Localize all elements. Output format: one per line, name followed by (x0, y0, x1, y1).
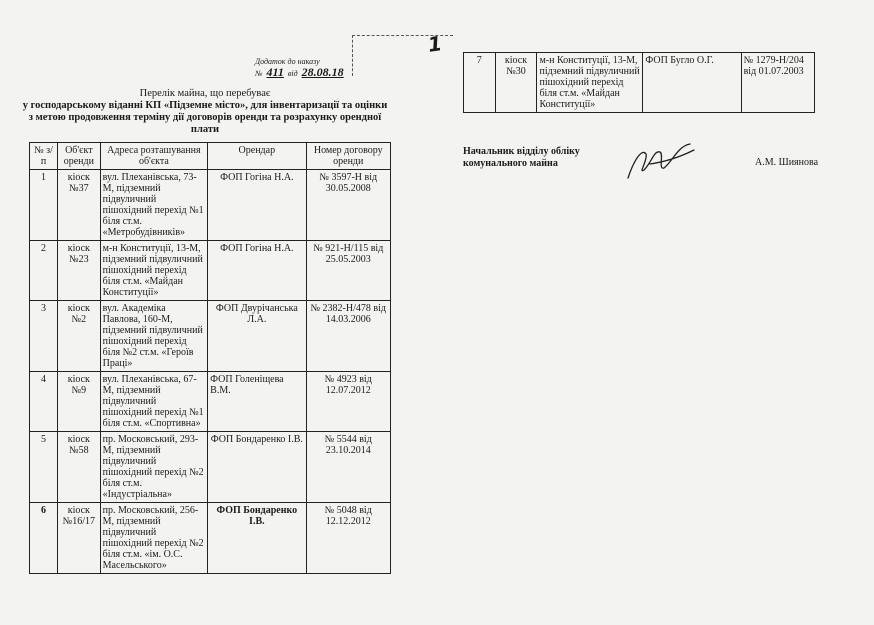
cell-contract: № 4923 від 12.07.2012 (306, 372, 391, 432)
cell-num: 7 (464, 53, 496, 113)
document-title (20, 88, 390, 136)
cell-contract: № 2382-Н/478 від 14.03.2006 (306, 301, 391, 372)
handwritten-signature (620, 140, 700, 185)
cell-contract: № 5544 від 23.10.2014 (306, 432, 391, 503)
cell-tenant: ФОП Двурічанська Л.А. (208, 301, 306, 372)
cell-num: 1 (30, 170, 58, 241)
cell-num: 4 (30, 372, 58, 432)
header-num: № з/п (30, 143, 58, 170)
cell-address: пр. Московський, 293-М, підземний підвуличний пішохідний перехід №2 біля ст.м. «Індустріальна» (100, 432, 208, 503)
cell-object: кіоск №37 (58, 170, 101, 241)
appendix-label: Додаток до наказу (255, 57, 320, 66)
cell-address: м-н Конституції, 13-М, підземний підвуличний пішохідний перехід біля ст.м. «Майдан Конституції» (100, 241, 208, 301)
header-address: Адреса розташування об'єкта (100, 143, 208, 170)
cell-num: 3 (30, 301, 58, 372)
cell-contract: № 921-Н/115 від 25.05.2003 (306, 241, 391, 301)
appendix-date: 28.08.18 (301, 65, 344, 79)
cell-address: пр. Московський, 256-М, підземний підвуличний пішохідний перехід №2 біля ст.м. «ім. О.С. Масельського» (100, 503, 208, 574)
header-tenant: Орендар (208, 143, 306, 170)
table-row (30, 432, 391, 503)
cell-contract: № 1279-Н/204 від 01.07.2003 (741, 53, 814, 113)
cell-object: кіоск №23 (58, 241, 101, 301)
property-table-continued (463, 52, 815, 113)
cell-address: вул. Плеханівська, 67-М, підземний підвуличний пішохідний перехід №1 біля ст.м. «Спортивна» (100, 372, 208, 432)
cell-object: кіоск №30 (495, 53, 537, 113)
signatory-name: А.М. Шиянова (755, 157, 819, 168)
header-contract: Номер договору оренди (306, 143, 391, 170)
table-row (30, 503, 391, 574)
position-line-2: комунального майна (463, 158, 558, 169)
table-row (30, 372, 391, 432)
table-header-row (30, 143, 391, 170)
cell-object: кіоск №2 (58, 301, 101, 372)
appendix-number-prefix: № (255, 69, 263, 78)
appendix-header (255, 57, 385, 79)
cell-tenant: ФОП Бондаренко І.В. (208, 432, 306, 503)
table-row (30, 170, 391, 241)
cell-contract: № 5048 від 12.12.2012 (306, 503, 391, 574)
cell-tenant: ФОП Бондаренко І.В. (208, 503, 306, 574)
cell-num: 2 (30, 241, 58, 301)
appendix-number: 411 (266, 65, 284, 79)
cell-tenant: ФОП Голенiщева В.М. (208, 372, 306, 432)
cell-tenant: ФОП Гогіна Н.А. (208, 170, 306, 241)
cell-object: кіоск №16/17 (58, 503, 101, 574)
table-row (464, 53, 815, 113)
header-object: Об'єкт оренди (58, 143, 101, 170)
title-line-3: з метою продовження терміну дії договорів оренди та розрахунку орендної плати (28, 112, 382, 135)
cell-address: м-н Конституції, 13-М, підземний підвуличний пішохідний перехід біля ст.м. «Майдан Конституції» (537, 53, 643, 113)
cell-num: 6 (30, 503, 58, 574)
cell-tenant: ФОП Гогіна Н.А. (208, 241, 306, 301)
appendix-date-prefix: від (287, 69, 298, 78)
property-table (29, 142, 391, 574)
cell-address: вул. Академіка Павлова, 160-М, підземний підвуличний пішохідний перехід біля №2 ст.м. «Героїв Праці» (100, 301, 208, 372)
cell-address: вул. Плеханівська, 73-М, підземний підвуличний пішохідний перехід №1 біля ст.м. «Метробудівників» (100, 170, 208, 241)
cell-tenant: ФОП Бугло О.Г. (643, 53, 741, 113)
cell-object: кіоск №58 (58, 432, 101, 503)
position-line-1: Начальник відділу обліку (463, 146, 580, 157)
cell-contract: № 3597-Н від 30.05.2008 (306, 170, 391, 241)
table-row (30, 241, 391, 301)
title-line-1: Перелік майна, що перебуває (139, 88, 271, 99)
cell-num: 5 (30, 432, 58, 503)
table-row (30, 301, 391, 372)
page-number: 1 (426, 31, 444, 57)
appendix-number-line (255, 67, 385, 79)
title-line-2: у господарському віданні КП «Підземне місто», для інвентаризації та оцінки (22, 100, 388, 111)
cell-object: кіоск №9 (58, 372, 101, 432)
signature-position (463, 146, 580, 170)
